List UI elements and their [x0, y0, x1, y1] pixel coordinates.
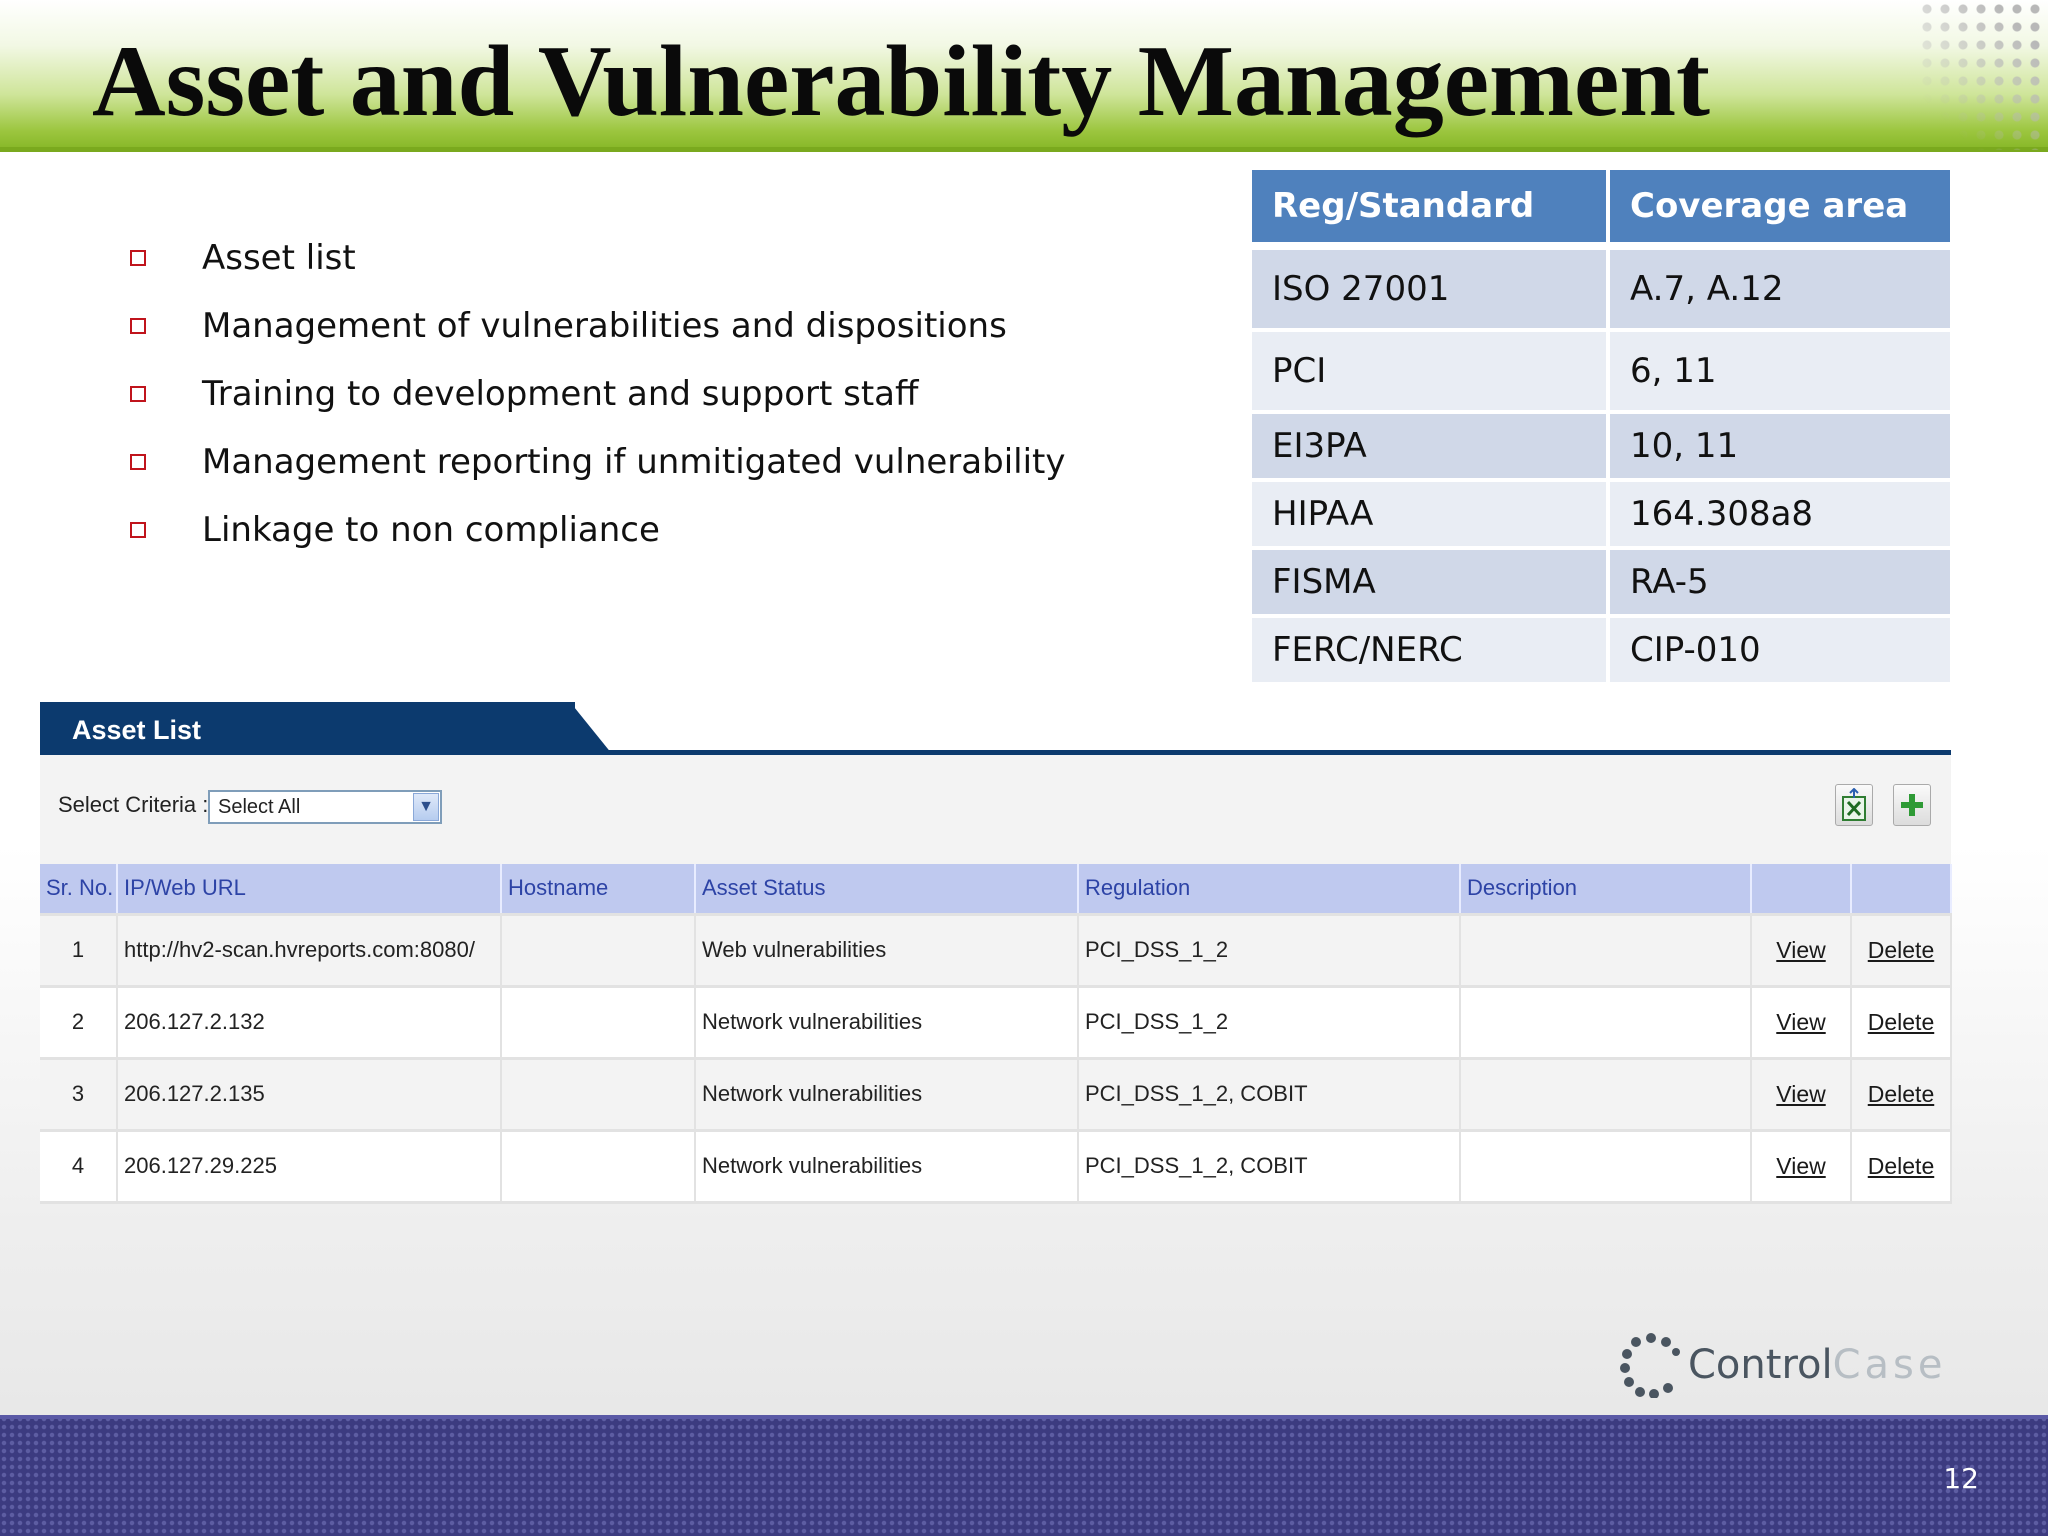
table-cell: 6, 11 — [1610, 332, 1950, 414]
cell-description — [1460, 1130, 1751, 1202]
table-row — [40, 1058, 1951, 1130]
table-header: Coverage area — [1610, 170, 1950, 250]
table-row — [1252, 332, 1950, 414]
table-row — [40, 1130, 1951, 1202]
excel-export-button[interactable] — [1835, 784, 1873, 826]
logo-text-case: Case — [1832, 1342, 1947, 1388]
cell-hostname — [501, 1058, 695, 1130]
table-row — [1252, 482, 1950, 550]
controlcase-logo-icon — [1620, 1332, 1682, 1398]
view-cell — [1751, 1058, 1851, 1130]
criteria-select-value: Select All — [218, 796, 301, 818]
column-header-view — [1751, 864, 1851, 914]
square-bullet-icon — [130, 318, 146, 334]
square-bullet-icon — [130, 250, 146, 266]
regulation-coverage-table — [1252, 170, 1950, 686]
table-cell: A.7, A.12 — [1610, 250, 1950, 332]
asset-list-panel — [40, 702, 1951, 1202]
table-cell: PCI — [1252, 332, 1610, 414]
cell-url: 206.127.29.225 — [117, 1130, 501, 1202]
square-bullet-icon — [130, 454, 146, 470]
table-cell: HIPAA — [1252, 482, 1610, 550]
delete-link[interactable]: Delete — [1867, 1080, 1935, 1107]
view-link[interactable]: View — [1776, 1152, 1826, 1179]
cell-regulation: PCI_DSS_1_2, COBIT — [1078, 1130, 1460, 1202]
view-link[interactable]: View — [1776, 1008, 1826, 1035]
delete-cell — [1851, 986, 1951, 1058]
asset-list-tab[interactable]: Asset List — [40, 702, 575, 754]
cell-url: 206.127.2.132 — [117, 986, 501, 1058]
table-cell: EI3PA — [1252, 414, 1610, 482]
bullet-item — [128, 224, 1066, 292]
table-cell: 10, 11 — [1610, 414, 1950, 482]
table-row — [1252, 250, 1950, 332]
bullet-text: Management of vulnerabilities and dispositions — [202, 306, 1007, 346]
bullet-text: Training to development and support staff — [202, 374, 919, 414]
column-header-hostname[interactable]: Hostname — [501, 864, 695, 914]
view-link[interactable]: View — [1776, 936, 1826, 963]
cell-status: Network vulnerabilities — [695, 1058, 1078, 1130]
table-row — [1252, 550, 1950, 618]
title-underline — [0, 147, 2048, 152]
cell-status: Network vulnerabilities — [695, 986, 1078, 1058]
square-bullet-icon — [130, 386, 146, 402]
controlcase-logo — [1620, 1332, 1946, 1398]
cell-status: Web vulnerabilities — [695, 914, 1078, 986]
table-header: Reg/Standard — [1252, 170, 1610, 250]
view-cell — [1751, 914, 1851, 986]
cell-sr-no: 1 — [40, 914, 117, 986]
delete-cell — [1851, 914, 1951, 986]
footer-bar — [0, 1415, 2048, 1536]
column-header-url[interactable]: IP/Web URL — [117, 864, 501, 914]
cell-hostname — [501, 914, 695, 986]
bullet-item — [128, 428, 1066, 496]
cell-description — [1460, 914, 1751, 986]
excel-export-icon — [1840, 788, 1868, 822]
cell-sr-no: 4 — [40, 1130, 117, 1202]
delete-link[interactable]: Delete — [1867, 936, 1935, 963]
cell-sr-no: 3 — [40, 1058, 117, 1130]
add-asset-button[interactable] — [1893, 784, 1931, 826]
cell-description — [1460, 986, 1751, 1058]
cell-regulation: PCI_DSS_1_2, COBIT — [1078, 1058, 1460, 1130]
cell-hostname — [501, 1130, 695, 1202]
add-icon — [1899, 792, 1925, 818]
bullet-text: Asset list — [202, 238, 356, 278]
cell-regulation: PCI_DSS_1_2 — [1078, 914, 1460, 986]
bullet-item — [128, 496, 1066, 564]
table-row — [40, 986, 1951, 1058]
view-cell — [1751, 986, 1851, 1058]
view-link[interactable]: View — [1776, 1080, 1826, 1107]
column-header-delete — [1851, 864, 1951, 914]
page-title: Asset and Vulnerability Management — [92, 25, 1710, 138]
delete-link[interactable]: Delete — [1867, 1152, 1935, 1179]
cell-url: 206.127.2.135 — [117, 1058, 501, 1130]
page-number: 12 — [1943, 1462, 1979, 1495]
table-cell: 164.308a8 — [1610, 482, 1950, 550]
column-header-status[interactable]: Asset Status — [695, 864, 1078, 914]
table-row — [40, 914, 1951, 986]
bullet-text: Management reporting if unmitigated vulnerability — [202, 442, 1066, 482]
table-cell: FERC/NERC — [1252, 618, 1610, 686]
bullet-text: Linkage to non compliance — [202, 510, 660, 550]
logo-text-control: Control — [1688, 1342, 1833, 1388]
cell-sr-no: 2 — [40, 986, 117, 1058]
table-row — [1252, 414, 1950, 482]
delete-cell — [1851, 1058, 1951, 1130]
table-cell: CIP-010 — [1610, 618, 1950, 686]
cell-url: http://hv2-scan.hvreports.com:8080/ — [117, 914, 501, 986]
panel-divider — [40, 750, 1951, 755]
asset-table — [40, 864, 1952, 1204]
select-criteria-label: Select Criteria : — [58, 792, 209, 817]
table-row — [1252, 618, 1950, 686]
table-header-row — [40, 864, 1951, 914]
square-bullet-icon — [130, 522, 146, 538]
bullet-item — [128, 360, 1066, 428]
column-header-description[interactable]: Description — [1460, 864, 1751, 914]
delete-cell — [1851, 1130, 1951, 1202]
column-header-regulation[interactable]: Regulation — [1078, 864, 1460, 914]
table-cell: ISO 27001 — [1252, 250, 1610, 332]
tab-slant-decoration — [570, 702, 612, 754]
cell-description — [1460, 1058, 1751, 1130]
view-cell — [1751, 1130, 1851, 1202]
corner-dots-decoration — [1918, 0, 2048, 150]
criteria-select[interactable] — [208, 790, 442, 824]
bullet-item — [128, 292, 1066, 360]
table-cell: FISMA — [1252, 550, 1610, 618]
cell-regulation: PCI_DSS_1_2 — [1078, 986, 1460, 1058]
column-header-sr-no[interactable]: Sr. No. — [40, 864, 117, 914]
table-cell: RA-5 — [1610, 550, 1950, 618]
bullet-list — [128, 224, 1066, 564]
cell-hostname — [501, 986, 695, 1058]
footer-topline — [0, 1415, 2048, 1419]
cell-status: Network vulnerabilities — [695, 1130, 1078, 1202]
delete-link[interactable]: Delete — [1867, 1008, 1935, 1035]
chevron-down-icon[interactable]: ▼ — [413, 793, 439, 821]
